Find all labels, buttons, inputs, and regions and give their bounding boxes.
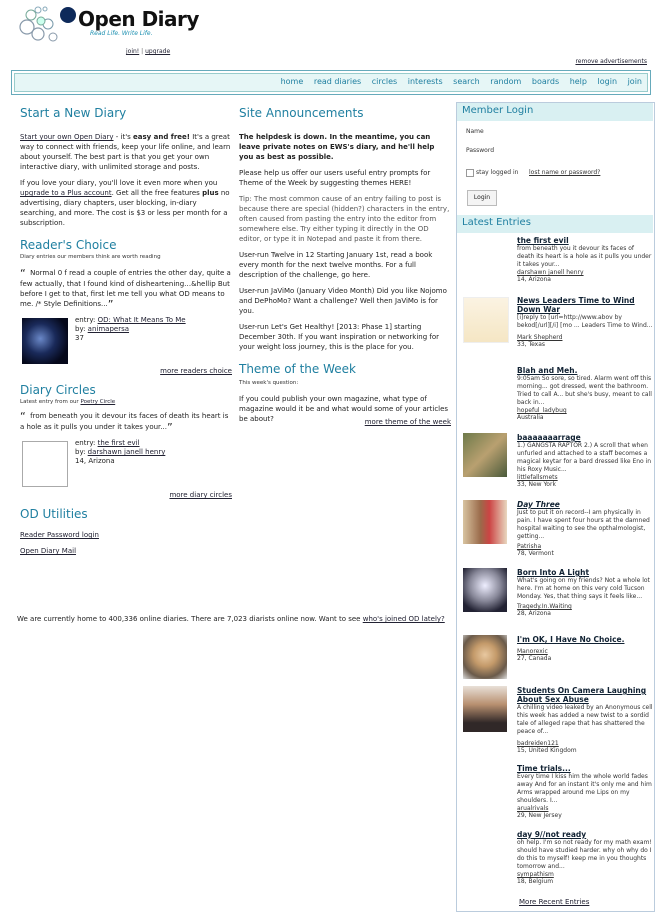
- latest-entry: Time trials... Every time I kiss him the whole world fades away And for an instant it's only me and him Arms wrapped around me Lips on my shoulders. I... arualrivals 29, New Jersey: [517, 764, 652, 819]
- whos-joined-link[interactable]: who's joined OD lately?: [362, 615, 445, 623]
- nav-help[interactable]: help: [569, 77, 587, 86]
- readers-choice-entry: entry: OD: What It Means To Me by: animapersa 37: [20, 316, 232, 366]
- entry-user-link[interactable]: Manorexic: [517, 648, 548, 655]
- more-recent-entries-link[interactable]: More Recent Entries: [519, 898, 590, 906]
- latest-entry: Day Three Just to put it on record--I am physically in pain. I have spent four hours at the damned hospital waiting to see the opthalmologist, getting... Patrisha 78, Vermont: [517, 500, 653, 557]
- nav-boards[interactable]: boards: [531, 77, 560, 86]
- announcement-twelve-in-12: User-run Twelve in 12 Starting January 1st, read a book every month for the next twelve months. For a full description of the challenge, go here.: [239, 251, 433, 279]
- latest-entry: Students On Camera Laughing About Sex Abuse A chilling video leaked by an Anonymous cell this week has added a new twist to a sordid tale of alleged rape that has shattered the peace of... badreiden121 15, United Kingdom: [517, 686, 653, 754]
- readers-choice-quote: “ Normal 0 f read a couple of entries the other day, quite a few actually, that I found kind of disheartening…&hellip But before I get to that, first let me tell you what OD means to me. /* Style Definitions...”: [20, 267, 231, 311]
- entry-thumbnail[interactable]: [22, 441, 68, 487]
- upgrade-plus-link[interactable]: upgrade to a Plus account: [20, 189, 112, 197]
- tip-text: Tip: The most common cause of an entry failing to post is because there are special (hidden?) characters in the entry, often caused from pasting the entry into the editor from somewhere else. Try either typing it directly in the OD editor, or type it in Notepad and paste it from there.: [239, 195, 450, 243]
- logo-bubbles-icon: [18, 4, 62, 46]
- middle-column: [239, 106, 451, 426]
- more-theme-link[interactable]: more theme of the week: [364, 418, 451, 426]
- readers-choice-subtitle: Diary entries our members think are worth reading: [20, 254, 161, 260]
- latest-entry: day 9//not ready oh help. I'm so not ready for my math exam! should have studied harder. why oh why do I do this to myself! keep me in you thoughts tomorrow and... sympathism 18, Belgium: [517, 830, 652, 885]
- latest-entry: Blah and Meh. 9:05am So sore, so tired. Alarm went off this morning... got dressed, went the bathroom. Tried to call A... but she's busy, meant to call back in... hopeful_ladybug Australia: [517, 366, 652, 421]
- entry-thumbnail[interactable]: [463, 635, 507, 679]
- tagline: Read Life. Write Life.: [90, 30, 153, 37]
- remove-ads-link[interactable]: remove advertisements: [575, 58, 647, 65]
- main-nav: [11, 70, 651, 95]
- latest-entry: I'm OK, I Have No Choice. Manorexic 27, Canada: [517, 635, 653, 662]
- more-readers-choice-link[interactable]: more readers choice: [160, 367, 232, 375]
- entry-user-link[interactable]: darshawn janell henry: [517, 269, 584, 276]
- theme-label: This week's question:: [239, 380, 299, 386]
- theme-question: If you could publish your own magazine, what type of magazine would it be and what would some of your articles be about?: [239, 395, 449, 423]
- latest-entries-heading: Latest Entries: [457, 215, 653, 233]
- entry-title-link[interactable]: Time trials...: [517, 764, 571, 773]
- entry-thumbnail[interactable]: [463, 568, 507, 612]
- entry-title-link[interactable]: I'm OK, I Have No Choice.: [517, 635, 625, 644]
- entry-thumbnail[interactable]: [463, 297, 509, 343]
- start-diary-link[interactable]: Start your own Open Diary: [20, 133, 114, 141]
- upgrade-text: If you love your diary, you'll love it even more when you upgrade to a Plus account. Get all the free features plus no advertising, diary chapters, user blocking, in-diary searching, and more. The cost is $3 or less per month for a subscription.: [20, 179, 230, 227]
- entry-user-link[interactable]: littlefallsmets: [517, 474, 558, 481]
- latest-entry: News Leaders Time to Wind Down War [i]reply to [url=http://www.abov by bekod[/url][/i] [mo ... Leaders Time to Wind... Mark Shepherd 33, Texas: [517, 296, 653, 348]
- circles-entry-link[interactable]: the first evil: [97, 439, 140, 447]
- nav-search[interactable]: search: [453, 77, 480, 86]
- top-links: join! | upgrade: [126, 48, 171, 55]
- readers-choice-entry-link[interactable]: OD: What It Means To Me: [97, 316, 186, 324]
- nav-interests[interactable]: interests: [407, 77, 443, 86]
- entry-user-link[interactable]: badreiden121: [517, 740, 559, 747]
- left-column: Start a New Diary Start your own Open Diary - it's easy and free! It's a great way to connect with friends, keep your life online, and learn about yourself. The best part is that you get your own interactive diary, with unlimited storage and posts. If you love your diary, you'll love it even more when you upgrade to a Plus account. Get all the free features plus no advertising, diary chapters, user blocking, in-diary searching, and more. The cost is $3 or less per month for a subscription. Reader's Choice Diary entries our members think are worth reading “ Normal 0 f read a couple of entries the other day, quite a few actually, that I found kind of disheartening…&hellip But before I get to that, first let me tell you what OD means to me. /* Style Definitions...” entry: OD: What It Means To Me by: animapersa 37 more readers choice Diary Circles Latest entry from our Poetry Circle “ from beneath you it devour its faces of death its heart is a hole as it pulls you under it takes your...” entry: the first evil by: darshawn janell henry 14, Arizona more diary circles OD Utilities Reader Password login Open Diary Mail: [20, 106, 232, 555]
- password-label: Password: [466, 147, 495, 154]
- entry-title-link[interactable]: News Leaders Time to Wind Down War: [517, 296, 635, 314]
- upgrade-link[interactable]: upgrade: [145, 48, 171, 55]
- entry-title-link[interactable]: Born Into A Light: [517, 568, 590, 577]
- site-announcements-heading: Site Announcements: [239, 106, 364, 120]
- site-title: Open Diary: [78, 7, 199, 31]
- entry-title-link[interactable]: the first evil: [517, 236, 569, 245]
- login-button[interactable]: Login: [467, 190, 497, 206]
- helpdesk-notice: The helpdesk is down. In the meantime, you can leave private notes on EWS's diary, and he'll help you as best as possible.: [239, 133, 435, 161]
- name-label: Name: [466, 128, 484, 135]
- stay-logged-in-checkbox[interactable]: [466, 169, 474, 177]
- entry-user-link[interactable]: arualrivals: [517, 805, 549, 812]
- entry-title-link[interactable]: day 9//not ready: [517, 830, 587, 839]
- circles-quote: “ from beneath you it devour its faces of death its heart is a hole as it pulls you under it takes your...”: [20, 410, 229, 434]
- entry-thumbnail[interactable]: [22, 318, 68, 364]
- nav-read-diaries[interactable]: read diaries: [313, 77, 362, 86]
- announcement-healthy: User-run Let's Get Healthy! [2013: Phase 1] starting December 30th. If you want inspiration or networking for your weight loss journey, this is the place for you.: [239, 323, 440, 351]
- nav-home[interactable]: home: [280, 77, 304, 86]
- reader-password-login-link[interactable]: Reader Password login: [20, 531, 99, 539]
- entry-thumbnail[interactable]: [463, 686, 507, 732]
- nav-circles[interactable]: circles: [371, 77, 398, 86]
- poetry-circle-link[interactable]: Poetry Circle: [80, 399, 116, 405]
- circles-entry: entry: the first evil by: darshawn janell henry 14, Arizona: [20, 439, 232, 489]
- stats-text: We are currently home to 400,336 online diaries. There are 7,023 diarists online now. Want to see who's joined OD lately?: [17, 615, 445, 623]
- theme-help-text: Please help us offer our users useful entry prompts for Theme of the Week by suggesting themes HERE!: [239, 169, 431, 187]
- nav-login[interactable]: login: [597, 77, 618, 86]
- nav-random[interactable]: random: [490, 77, 522, 86]
- logo-sphere-icon: [60, 7, 76, 23]
- entry-thumbnail[interactable]: [463, 433, 507, 477]
- readers-choice-heading: Reader's Choice: [20, 238, 117, 252]
- entry-title-link[interactable]: baaaaaaarrage: [517, 433, 581, 442]
- entry-user-link[interactable]: Patrisha: [517, 543, 542, 550]
- theme-of-week-heading: Theme of the Week: [239, 362, 356, 376]
- entry-title-link[interactable]: Blah and Meh.: [517, 366, 578, 375]
- latest-entry: baaaaaaarrage 1.) GANGSTA RAPTOR 2.) A scroll that when unfurled and attached to a staff becomes a magical keytar for a bard dressed like Eno in his Roxy Music... littlefallsmets 33, New York: [517, 433, 652, 488]
- latest-entry: Born Into A Light What's going on my friends? Not a whole lot here. I'm at home on this very cold Tucson Monday. Yes, that thing says it feels like... Tragedy.In.Waiting 28, Arizona: [517, 568, 653, 617]
- stay-logged-in-label: stay logged in: [476, 169, 519, 176]
- entry-title-link[interactable]: Day Three: [517, 500, 560, 509]
- more-diary-circles-link[interactable]: more diary circles: [169, 491, 232, 499]
- start-diary-heading: Start a New Diary: [20, 106, 127, 120]
- od-utilities-heading: OD Utilities: [20, 507, 88, 521]
- entry-user-link[interactable]: Mark Shepherd: [517, 334, 563, 341]
- readers-choice-author-link[interactable]: animapersa: [87, 325, 130, 333]
- circles-author-link[interactable]: darshawn janell henry: [87, 448, 166, 456]
- entry-title-link[interactable]: Students On Camera Laughing About Sex Abuse: [517, 686, 647, 704]
- announcement-javimo: User-run JaViMo (January Video Month) Did you like Nojomo and DePhoMo? Want a challenge? Well then JaViMo is for you.: [239, 287, 447, 315]
- entry-user-link[interactable]: hopeful_ladybug: [517, 407, 567, 414]
- nav-join[interactable]: join: [627, 77, 642, 86]
- entry-user-link[interactable]: Tragedy.In.Waiting: [517, 603, 572, 610]
- join-link[interactable]: join!: [126, 48, 140, 55]
- lost-password-link[interactable]: lost name or password?: [529, 169, 601, 176]
- start-diary-text: Start your own Open Diary - it's easy and free! It's a great way to connect with friends, keep your life online, and learn about yourself. The best part is that you get your own interactive diary, with unlimited storage and posts.: [20, 133, 231, 171]
- latest-entry: the first evil from beneath you it devour its faces of death its heart is a hole as it pulls you under it takes your... darshawn janell henry 14, Arizona: [517, 236, 652, 283]
- diary-circles-heading: Diary Circles: [20, 383, 96, 397]
- open-diary-mail-link[interactable]: Open Diary Mail: [20, 547, 77, 555]
- member-login-heading: Member Login: [457, 103, 653, 121]
- entry-thumbnail[interactable]: [463, 500, 507, 544]
- entry-user-link[interactable]: sympathism: [517, 871, 554, 878]
